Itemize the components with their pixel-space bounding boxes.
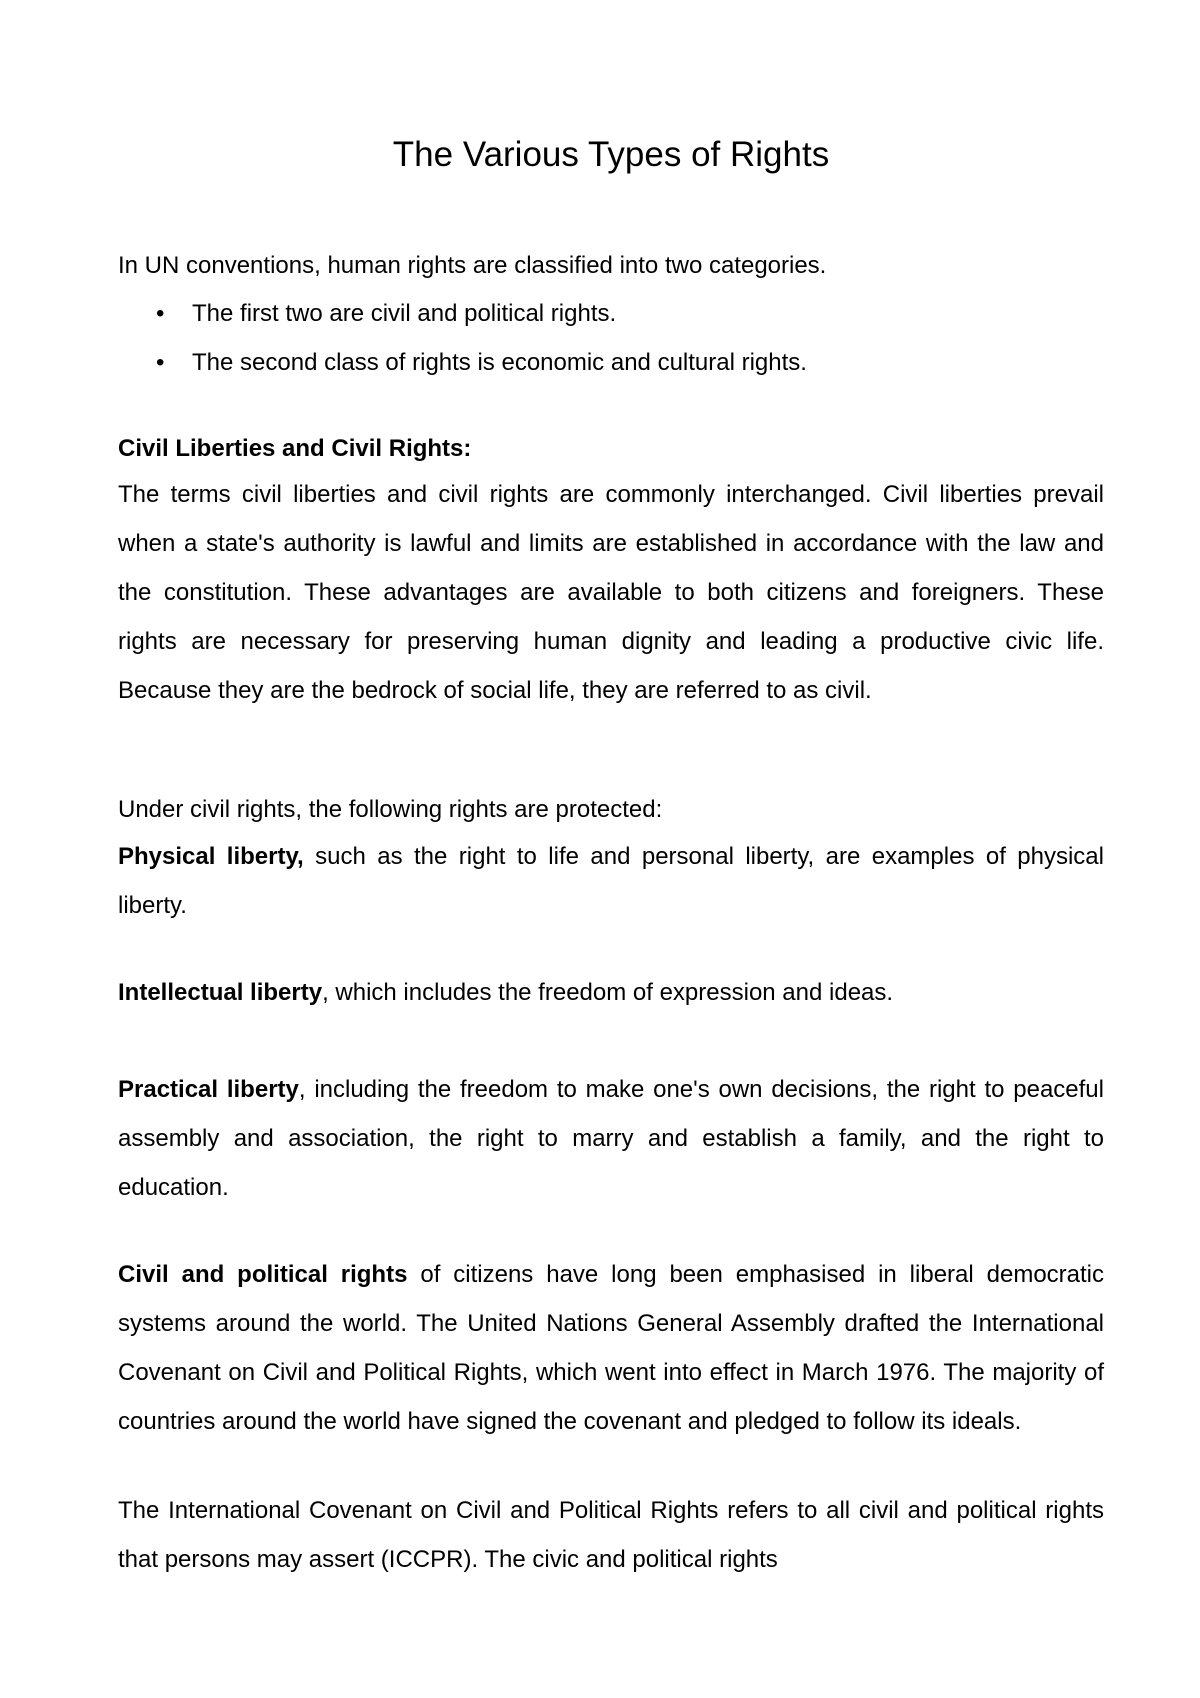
intro-text: In UN conventions, human rights are classified into two categories. xyxy=(118,252,827,279)
iccpr-paragraph: The International Covenant on Civil and Political Rights refers to all civil and political rights that persons may assert (ICCPR). The civic and political rights xyxy=(118,1497,1104,1573)
list-item xyxy=(118,289,1104,338)
practical-liberty-paragraph xyxy=(118,1065,1104,1212)
practical-liberty-term: Practical liberty xyxy=(118,1076,299,1103)
bullet-icon: • xyxy=(156,300,165,327)
practical-liberty-text: , including the freedom to make one's own decisions, the right to peaceful assembly and association, the right to marry and establish a family, and the right to education. xyxy=(118,1076,1104,1201)
list-item xyxy=(118,338,1104,387)
civil-political-text: of citizens have long been emphasised in liberal democratic systems around the world. The United Nations General Assembly drafted the International Covenant on Civil and Political Rights, which went into effect in March 1976. The majority of countries around the world have signed the covenant and pledged to follow its ideals. xyxy=(118,1261,1104,1435)
intellectual-liberty-text: , which includes the freedom of expression and ideas. xyxy=(322,979,894,1006)
protected-intro: Under civil rights, the following rights are protected: xyxy=(118,796,663,823)
physical-liberty-paragraph xyxy=(118,832,1104,930)
civil-political-paragraph xyxy=(118,1250,1104,1446)
list-item-text: The first two are civil and political rights. xyxy=(192,300,617,327)
civil-political-term: Civil and political rights xyxy=(118,1261,408,1288)
bullet-icon: • xyxy=(156,349,165,376)
civil-paragraph: The terms civil liberties and civil rights are commonly interchanged. Civil liberties prevail when a state's authority is lawful and limits are established in accordance with the law and the constitution. These advantages are available to both citizens and foreigners. These rights are necessary for preserving human dignity and leading a productive civic life. Because they are the bedrock of social life, they are referred to as civil. xyxy=(118,481,1104,704)
intellectual-liberty-paragraph xyxy=(118,968,1104,1017)
physical-liberty-text: such as the right to life and personal liberty, are examples of physical liberty. xyxy=(118,843,1104,919)
list-item-text: The second class of rights is economic and cultural rights. xyxy=(192,349,807,376)
civil-heading-text: Civil Liberties and Civil Rights: xyxy=(118,435,472,462)
intellectual-liberty-term: Intellectual liberty xyxy=(118,979,323,1006)
civil-heading xyxy=(118,424,1104,473)
physical-liberty-term: Physical liberty, xyxy=(118,843,304,870)
document-title: The Various Types of Rights xyxy=(392,135,830,174)
categories-list xyxy=(118,289,1104,387)
